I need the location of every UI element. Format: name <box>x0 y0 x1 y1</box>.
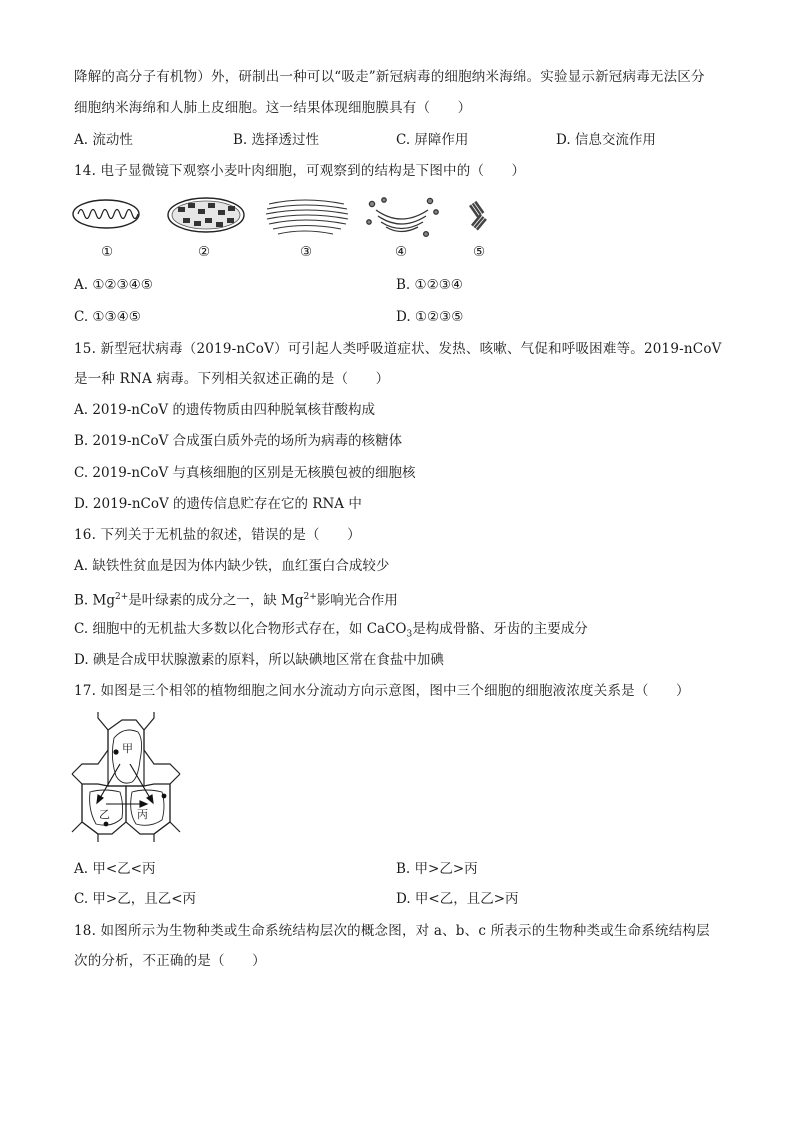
q16-option-b-prefix: B. Mg <box>74 592 115 609</box>
cell-label-jia: 甲 <box>122 742 133 755</box>
golgi-apparatus-figure <box>367 198 438 237</box>
q13-option-d[interactable]: D. 信息交流作用 <box>556 132 656 148</box>
q16-option-d[interactable]: D. 碘是合成甲状腺激素的原料，所以缺碘地区常在食盐中加碘 <box>74 652 444 668</box>
q17-stem: 17. 如图是三个相邻的植物细胞之间水分流动方向示意图，图中三个细胞的细胞液浓度关系是（ ） <box>74 683 690 699</box>
endoplasmic-reticulum-figure <box>266 200 348 234</box>
q17-option-c[interactable]: C. 甲>乙，且乙<丙 <box>74 891 197 907</box>
q14-figure-label-3: ③ <box>300 244 313 260</box>
q14-option-b[interactable]: B. ①②③④ <box>396 277 463 293</box>
q13-stem-line1: 降解的高分子有机物）外，研制出一种可以“吸走”新冠病毒的细胞纳米海绵。实验显示新冠病毒无法区分 <box>74 69 705 85</box>
q13-option-a[interactable]: A. 流动性 <box>74 132 133 148</box>
q17-plant-cell-diagram <box>70 712 182 842</box>
carbonate-subscript: 3 <box>406 629 413 640</box>
q14-stem: 14. 电子显微镜下观察小麦叶肉细胞，可观察到的结构是下图中的（ ） <box>74 163 526 179</box>
q17-option-d[interactable]: D. 甲<乙，且乙>丙 <box>396 891 519 907</box>
q16-option-c[interactable] <box>74 620 588 644</box>
q16-option-b-suffix: 影响光合作用 <box>316 592 398 609</box>
q14-option-a[interactable]: A. ①②③④⑤ <box>74 277 153 293</box>
q13-stem-line2: 细胞纳米海绵和人肺上皮细胞。这一结果体现细胞膜具有（ ） <box>74 100 472 116</box>
q17-option-b[interactable]: B. 甲>乙>丙 <box>396 861 478 877</box>
centriole-figure <box>469 201 487 231</box>
q14-option-c[interactable]: C. ①③④⑤ <box>74 309 141 325</box>
q15-stem-line1: 15. 新型冠状病毒（2019-nCoV）可引起人类呼吸道症状、发热、咳嗽、气促和呼吸困难等。2019-nCoV <box>74 341 722 357</box>
cell-label-yi: 乙 <box>99 808 110 821</box>
chloroplast-figure <box>168 198 244 232</box>
q16-option-a[interactable]: A. 缺铁性贫血是因为体内缺少铁，血红蛋白合成较少 <box>74 558 390 574</box>
q14-figure-label-1: ① <box>101 244 114 260</box>
q14-organelle-figure <box>66 192 516 264</box>
q16-option-b-mid: 是叶绿素的成分之一，缺 Mg <box>128 592 304 609</box>
magnesium-charge-2: 2+ <box>303 592 317 602</box>
q14-figure-label-5: ⑤ <box>473 244 486 260</box>
mitochondrion-figure <box>73 200 139 228</box>
magnesium-charge-1: 2+ <box>114 592 129 602</box>
q16-option-b[interactable] <box>74 588 398 610</box>
q14-option-d[interactable]: D. ①②③⑤ <box>396 309 464 325</box>
q18-stem-line1: 18. 如图所示为生物种类或生命系统结构层次的概念图，对 a、b、c 所表示的生物种类或生命系统结构层 <box>74 923 710 939</box>
q16-option-c-suffix: 是构成骨骼、牙齿的主要成分 <box>412 621 588 637</box>
q14-figure-label-4: ④ <box>395 244 408 260</box>
q16-stem: 16. 下列关于无机盐的叙述，错误的是（ ） <box>74 527 361 543</box>
q15-stem-line2: 是一种 RNA 病毒。下列相关叙述正确的是（ ） <box>74 371 390 387</box>
q15-option-d[interactable]: D. 2019-nCoV 的遗传信息贮存在它的 RNA 中 <box>74 496 362 512</box>
q18-stem-line2: 次的分析，不正确的是（ ） <box>74 953 266 969</box>
cell-label-bing: 丙 <box>137 808 148 821</box>
q15-option-b[interactable]: B. 2019-nCoV 合成蛋白质外壳的场所为病毒的核糖体 <box>74 433 403 449</box>
q17-option-a[interactable]: A. 甲<乙<丙 <box>74 861 156 877</box>
q14-figure-label-2: ② <box>198 244 211 260</box>
q16-option-c-prefix: C. 细胞中的无机盐大多数以化合物形式存在，如 CaCO <box>74 621 407 637</box>
q15-option-c[interactable]: C. 2019-nCoV 与真核细胞的区别是无核膜包被的细胞核 <box>74 465 416 481</box>
q13-option-b[interactable]: B. 选择透过性 <box>233 132 320 148</box>
q15-option-a[interactable]: A. 2019-nCoV 的遗传物质由四种脱氧核苷酸构成 <box>74 402 375 418</box>
q13-option-c[interactable]: C. 屏障作用 <box>396 132 469 148</box>
